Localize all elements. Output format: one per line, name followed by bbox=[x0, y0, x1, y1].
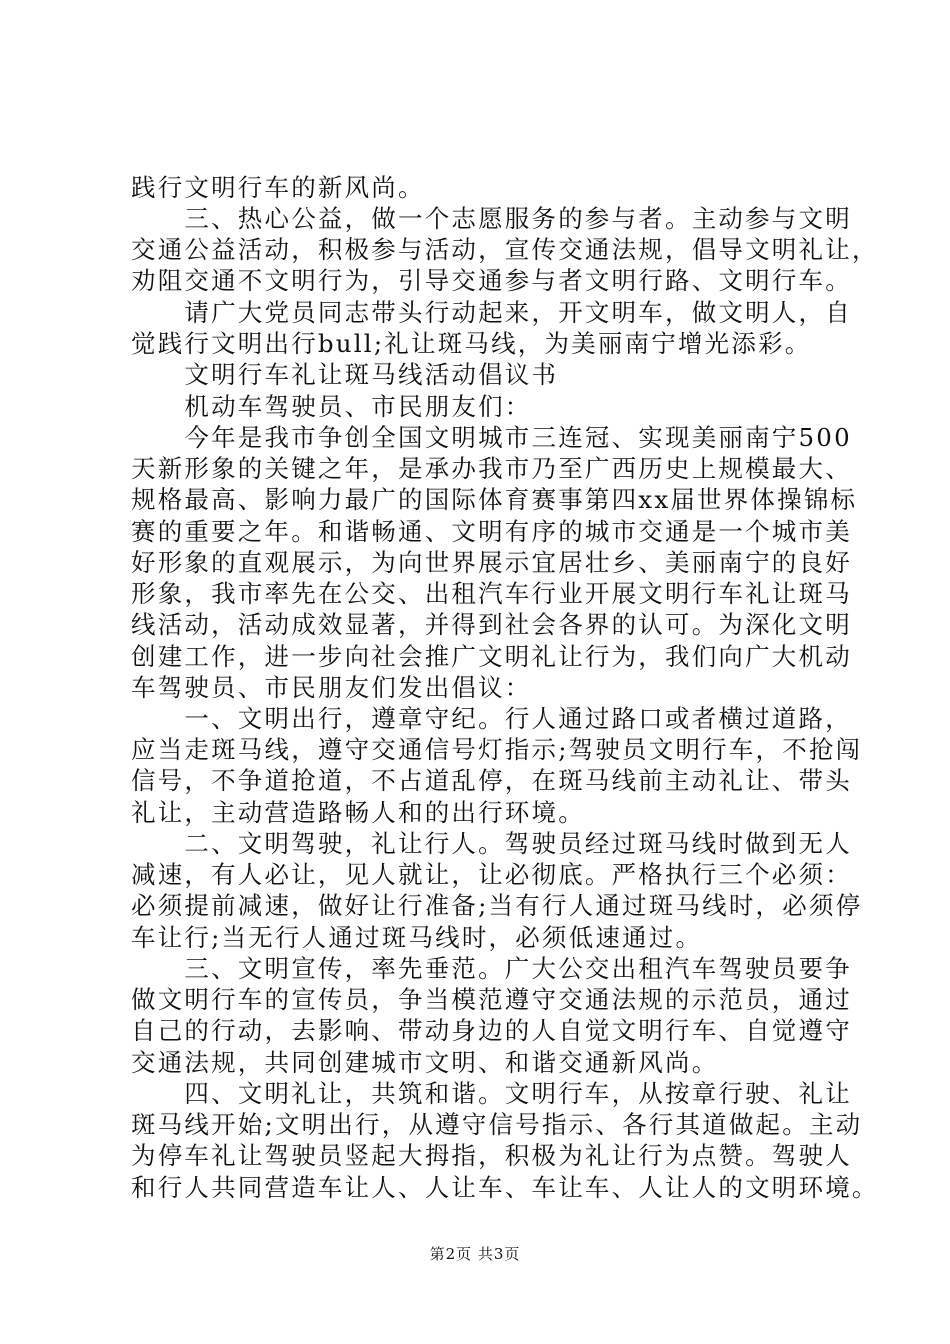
text-line: 交通公益活动，积极参与活动，宣传交通法规，倡导文明礼让， bbox=[131, 235, 879, 264]
text-line: 三、热心公益，做一个志愿服务的参与者。主动参与文明 bbox=[131, 204, 852, 233]
text-line: 赛的重要之年。和谐畅通、文明有序的城市交通是一个城市美 bbox=[131, 517, 852, 546]
text-line: 斑马线开始;文明出行，从遵守信号指示、各行其道做起。主动 bbox=[131, 1110, 863, 1139]
text-line: 形象，我市率先在公交、出租汽车行业开展文明行车礼让斑马 bbox=[131, 579, 852, 608]
text-line: 天新形象的关键之年，是承办我市乃至广西历史上规模最大、 bbox=[131, 454, 852, 483]
text-line: 一、文明出行，遵章守纪。行人通过路口或者横过道路， bbox=[131, 704, 852, 733]
text-line: 践行文明行车的新风尚。 bbox=[131, 173, 425, 202]
text-line: 信号，不争道抢道，不占道乱停，在斑马线前主动礼让、带头 bbox=[131, 766, 852, 795]
text-line: 礼让，主动营造路畅人和的出行环境。 bbox=[131, 798, 585, 827]
text-line: 规格最高、影响力最广的国际体育赛事第四xx届世界体操锦标 bbox=[131, 485, 858, 514]
text-line: 为停车礼让驾驶员竖起大拇指，积极为礼让行为点赞。驾驶人 bbox=[131, 1141, 852, 1170]
text-line: 四、文明礼让，共筑和谐。文明行车，从按章行驶、礼让 bbox=[131, 1079, 852, 1108]
text-line: 车让行;当无行人通过斑马线时，必须低速通过。 bbox=[131, 923, 703, 952]
text-line: 做文明行车的宣传员，争当模范遵守交通法规的示范员，通过 bbox=[131, 985, 852, 1014]
text-line: 劝阻交通不文明行为，引导交通参与者文明行路、文明行车。 bbox=[131, 266, 852, 295]
text-line: 和行人共同营造车让人、人让车、车让车、人让人的文明环境。 bbox=[131, 1173, 879, 1202]
text-line: 今年是我市争创全国文明城市三连冠、实现美丽南宁500 bbox=[131, 423, 852, 452]
salutation: 机动车驾驶员、市民朋友们： bbox=[131, 392, 532, 421]
text-line: 好形象的直观展示，为向世界展示宜居壮乡、美丽南宁的良好 bbox=[131, 548, 852, 577]
text-line: 减速，有人必让，见人就让，让必彻底。严格执行三个必须： bbox=[131, 860, 852, 889]
text-line: 必须提前减速，做好让行准备;当有行人通过斑马线时，必须停 bbox=[131, 891, 863, 920]
page-number: 第2页 共3页 bbox=[429, 1245, 521, 1263]
section-title: 文明行车礼让斑马线活动倡议书 bbox=[131, 360, 559, 389]
text-line: 自己的行动，去影响、带动身边的人自觉文明行车、自觉遵守 bbox=[131, 1016, 852, 1045]
text-line: 应当走斑马线，遵守交通信号灯指示;驾驶员文明行车，不抢闯 bbox=[131, 735, 863, 764]
text-line: 创建工作，进一步向社会推广文明礼让行为，我们向广大机动 bbox=[131, 642, 852, 671]
text-line: 线活动，活动成效显著，并得到社会各界的认可。为深化文明 bbox=[131, 610, 852, 639]
text-line: 觉践行文明出行bull;礼让斑马线，为美丽南宁增光添彩。 bbox=[131, 329, 812, 358]
text-line: 交通法规，共同创建城市文明、和谐交通新风尚。 bbox=[131, 1048, 719, 1077]
text-line: 二、文明驾驶，礼让行人。驾驶员经过斑马线时做到无人 bbox=[131, 829, 852, 858]
text-line: 车驾驶员、市民朋友们发出倡议： bbox=[131, 673, 532, 702]
text-line: 请广大党员同志带头行动起来，开文明车，做文明人，自 bbox=[131, 298, 852, 327]
text-line: 三、文明宣传，率先垂范。广大公交出租汽车驾驶员要争 bbox=[131, 954, 852, 983]
